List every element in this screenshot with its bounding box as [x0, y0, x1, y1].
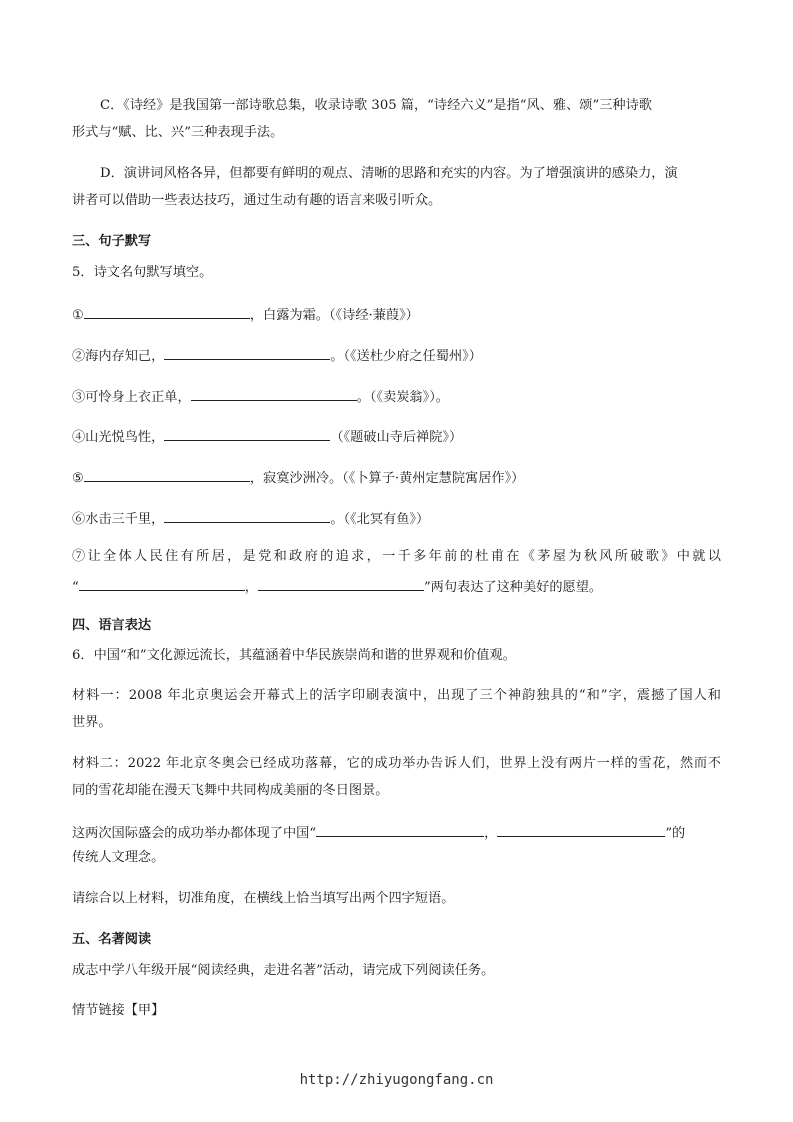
section-5-intro: 成志中学八年级开展“阅读经典，走进名著”活动，请完成下列阅读任务。 [72, 963, 495, 978]
material-1-line2: 世界。 [72, 715, 112, 730]
fill-item-1 [72, 304, 721, 325]
material-1-line1: 材料一：2008 年北京奥运会开幕式上的活字印刷表演中，出现了三个神韵独具的“和”字，震撼了国人和 [72, 688, 721, 703]
answer-line-prefix: 这两次国际盛会的成功举办都体现了中国“ [72, 826, 317, 841]
fill-item-5-suffix: ，寂寞沙洲冷。（《卜算子·黄州定慧院寓居作》） [249, 471, 525, 486]
fill-item-7-line1: ⑦让全体人民住有所居，是党和政府的追求，一千多年前的杜甫在《茅屋为秋风所破歌》中就以 [72, 549, 721, 564]
option-c-line2: 形式与“赋、比、兴”三种表现手法。 [72, 125, 284, 140]
fill-item-2-prefix: ②海内存知己， [72, 349, 165, 364]
answer-blank[interactable] [164, 508, 330, 523]
answer-blank[interactable] [316, 822, 484, 837]
material-2-line1: 材料二：2022 年北京冬奥会已经成功落幕，它的成功举办告诉人们，世界上没有两片一样的雪花，然而不 [72, 756, 721, 771]
fill-item-1-suffix: ，白露为霜。（《诗经·蒹葭》） [249, 308, 419, 323]
section-5-subheading: 情节链接【甲】 [72, 1003, 165, 1018]
answer-blank[interactable] [164, 345, 330, 360]
answer-line-2: 传统人文理念。 [72, 850, 165, 865]
fill-item-3-suffix: 。（《卖炭翁》）。 [356, 390, 449, 405]
answer-blank[interactable] [79, 576, 245, 591]
option-d-line2: 讲者可以借助一些表达技巧，通过生动有趣的语言来吸引听众。 [72, 193, 442, 208]
fill-item-6 [72, 508, 721, 529]
fill-item-5-prefix: ⑤ [72, 471, 84, 486]
section-4-heading: 四、语言表达 [72, 618, 152, 633]
fill-item-3 [72, 386, 721, 407]
section-3-heading: 三、句子默写 [72, 234, 152, 249]
question-6: 6．中国“和”文化源远流长，其蕴涵着中华民族崇尚和谐的世界观和价值观。 [72, 648, 516, 663]
answer-line [72, 822, 721, 843]
answer-line-suffix: ”的 [665, 826, 686, 841]
fill-item-4 [72, 426, 721, 447]
fill-item-7-line2 [72, 576, 721, 597]
answer-blank[interactable] [191, 386, 357, 401]
answer-blank[interactable] [84, 304, 250, 319]
fill-item-2-suffix: 。（《送杜少府之任蜀州》） [330, 349, 482, 364]
fill-item-4-prefix: ④山光悦鸟性， [72, 430, 165, 445]
option-c-line1: C．《诗经》是我国第一部诗歌总集，收录诗歌 305 篇，“诗经六义”是指“风、雅、颂”三种诗歌 [100, 98, 652, 113]
fill-item-5 [72, 467, 721, 488]
quote-open: “ [72, 580, 79, 595]
option-d-line1: D．演讲词风格各异，但都要有鲜明的观点、清晰的思路和充实的内容。为了增强演讲的感染力，演 [100, 166, 678, 181]
material-2-line2: 同的雪花却能在漫天飞舞中共同构成美丽的冬日图景。 [72, 783, 389, 798]
answer-blank[interactable] [497, 822, 665, 837]
answer-blank[interactable] [164, 426, 330, 441]
answer-blank[interactable] [84, 467, 250, 482]
fill-item-6-suffix: 。（《北冥有鱼》） [330, 512, 430, 527]
fill-item-1-prefix: ① [72, 308, 84, 323]
answer-blank[interactable] [258, 576, 424, 591]
fill-item-4-suffix: （《题破山寺后禅院》） [330, 430, 463, 445]
fill-item-6-prefix: ⑥水击三千里， [72, 512, 165, 527]
section-5-heading: 五、名著阅读 [72, 932, 152, 947]
fill-item-7-suffix: ”两句表达了这种美好的愿望。 [423, 580, 603, 595]
question-5: 5．诗文名句默写填空。 [72, 265, 213, 280]
instruction: 请综合以上材料，切准角度，在横线上恰当填写出两个四字短语。 [72, 891, 455, 906]
fill-item-2 [72, 345, 721, 366]
fill-item-3-prefix: ③可怜身上衣正单， [72, 390, 191, 405]
comma: ， [484, 826, 498, 841]
comma: ， [244, 580, 258, 595]
footer-url[interactable]: http://zhiyugongfang.cn [299, 1072, 494, 1088]
